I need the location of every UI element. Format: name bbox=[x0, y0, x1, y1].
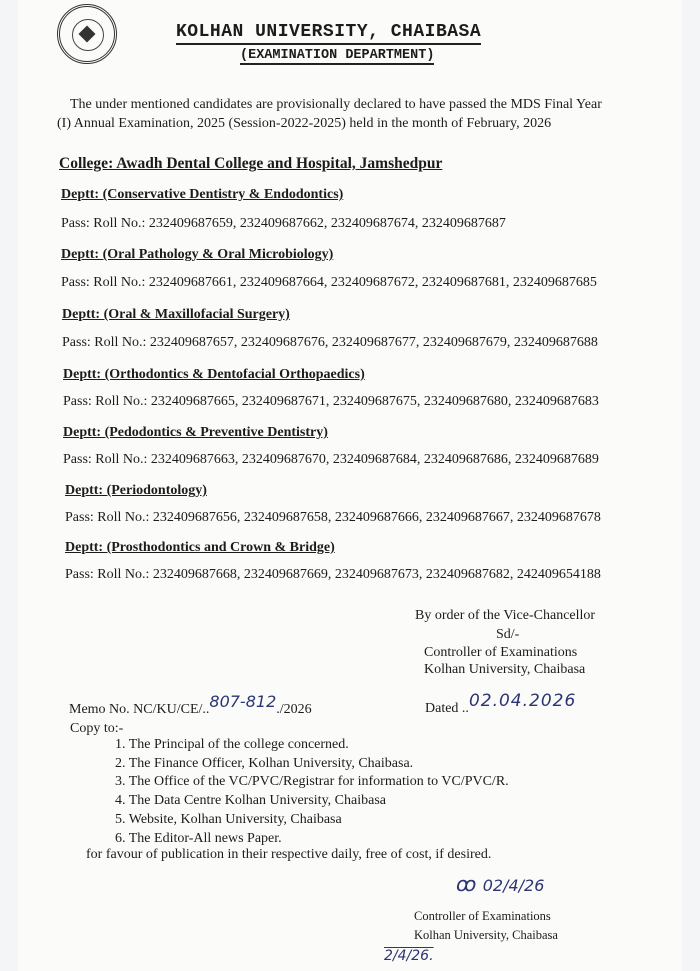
university-title: KOLHAN UNIVERSITY, CHAIBASA bbox=[176, 22, 481, 45]
copy-to-item: 3. The Office of the VC/PVC/Registrar for information to VC/PVC/R. bbox=[115, 774, 509, 789]
copy-to-item: 6. The Editor-All news Paper. bbox=[115, 831, 282, 846]
order-line-4: Kolhan University, Chaibasa bbox=[424, 662, 586, 677]
dept-heading: Deptt: (Orthodontics & Dentofacial Orthopaedics) bbox=[63, 367, 365, 382]
memo-prefix: Memo No. NC/KU/CE/.. bbox=[69, 702, 210, 717]
order-line-2: Sd/- bbox=[496, 627, 520, 642]
copy-to-label: Copy to:- bbox=[70, 721, 124, 736]
copy-to-item: 4. The Data Centre Kolhan University, Chaibasa bbox=[115, 793, 386, 808]
dept-rolls: Pass: Roll No.: 232409687657, 232409687676, 232409687677, 232409687679, 232409687688 bbox=[62, 335, 598, 350]
order-line-1: By order of the Vice-Chancellor bbox=[415, 608, 596, 623]
dept-rolls: Pass: Roll No.: 232409687665, 232409687671, 232409687675, 232409687680, 232409687683 bbox=[63, 394, 599, 409]
dept-heading: Deptt: (Prosthodontics and Crown & Bridge) bbox=[65, 540, 335, 555]
department-subtitle: (EXAMINATION DEPARTMENT) bbox=[240, 48, 435, 63]
dated-label: Dated .. bbox=[425, 701, 469, 716]
dept-heading: Deptt: (Oral & Maxillofacial Surgery) bbox=[62, 307, 290, 322]
signature-line-1: Controller of Examinations bbox=[414, 909, 551, 923]
copy-to-footer: for favour of publication in their respective daily, free of cost, if desired. bbox=[86, 847, 492, 862]
dept-heading: Deptt: (Periodontology) bbox=[65, 483, 207, 498]
handwritten-initials-date: 2/4/26. bbox=[384, 948, 434, 964]
dept-rolls: Pass: Roll No.: 232409687656, 232409687658, 232409687666, 232409687667, 232409687678 bbox=[65, 510, 601, 525]
intro-line-1: The under mentioned candidates are provisionally declared to have passed the MDS Final Year bbox=[70, 97, 602, 112]
copy-to-item: 5. Website, Kolhan University, Chaibasa bbox=[115, 812, 342, 827]
college-heading: College: Awadh Dental College and Hospital, Jamshedpur bbox=[59, 155, 443, 172]
memo-number bbox=[69, 692, 312, 718]
handwritten-date: 02.04.2026 bbox=[468, 691, 577, 711]
dept-heading: Deptt: (Oral Pathology & Oral Microbiology) bbox=[61, 247, 334, 262]
dept-rolls: Pass: Roll No.: 232409687663, 232409687670, 232409687684, 232409687686, 232409687689 bbox=[63, 452, 599, 467]
university-seal-logo bbox=[57, 4, 117, 64]
dept-heading: Deptt: (Conservative Dentistry & Endodontics) bbox=[61, 187, 344, 202]
memo-handwritten-number: 807-812 bbox=[209, 692, 277, 711]
dept-rolls: Pass: Roll No.: 232409687668, 232409687669, 232409687673, 232409687682, 242409654188 bbox=[65, 567, 601, 582]
dept-rolls: Pass: Roll No.: 232409687659, 232409687662, 232409687674, 232409687687 bbox=[61, 216, 506, 231]
handwritten-signature: ꝏ 02/4/26 bbox=[456, 872, 545, 896]
memo-suffix: ./2026 bbox=[276, 702, 312, 717]
signature-date: 02/4/26 bbox=[482, 876, 545, 895]
dept-rolls: Pass: Roll No.: 232409687661, 232409687664, 232409687672, 232409687681, 232409687685 bbox=[61, 275, 597, 290]
intro-line-2: (I) Annual Examination, 2025 (Session-2022-2025) held in the month of February, 2026 bbox=[57, 116, 552, 131]
signature-line-2: Kolhan University, Chaibasa bbox=[414, 928, 558, 942]
copy-to-item: 2. The Finance Officer, Kolhan University, Chaibasa. bbox=[115, 756, 414, 771]
memo-date bbox=[425, 691, 577, 717]
dept-heading: Deptt: (Pedodontics & Preventive Dentistry) bbox=[63, 425, 328, 440]
copy-to-item: 1. The Principal of the college concerned. bbox=[115, 737, 349, 752]
order-line-3: Controller of Examinations bbox=[424, 645, 578, 660]
